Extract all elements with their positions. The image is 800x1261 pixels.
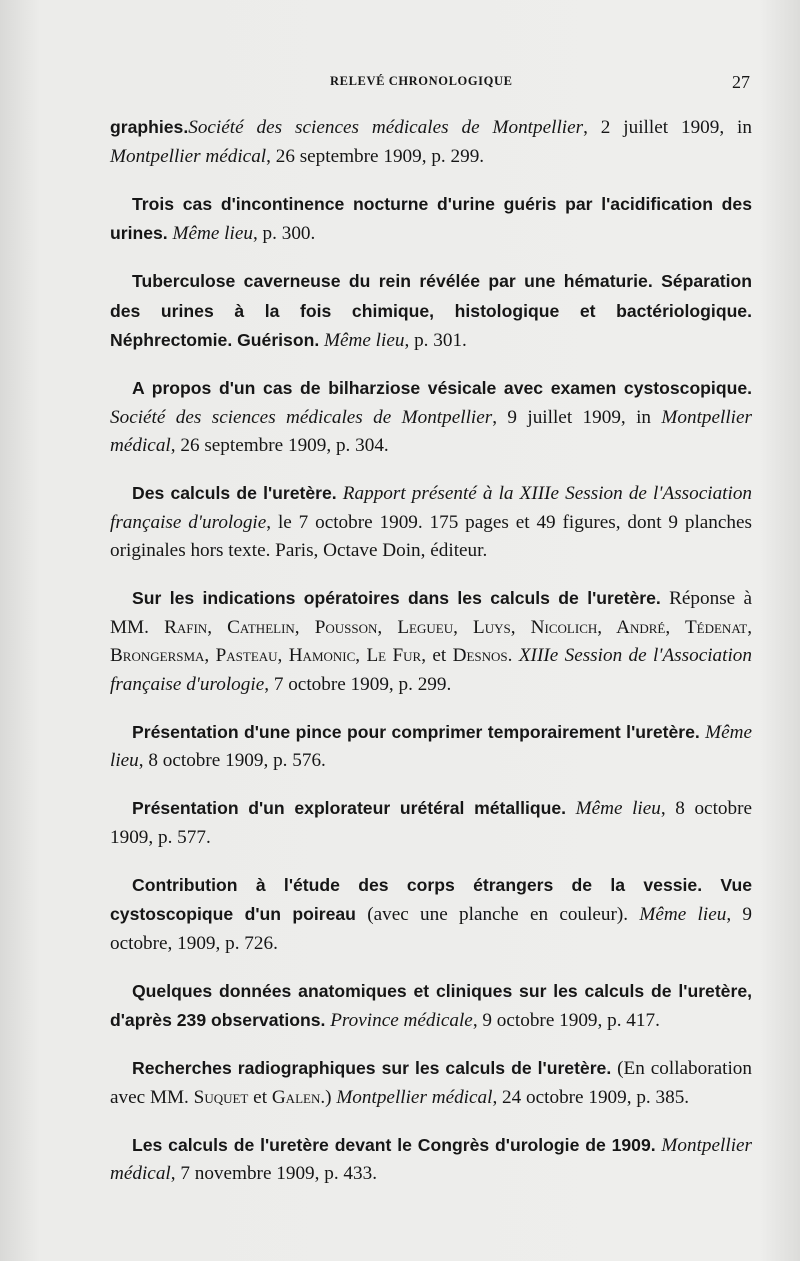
entry-source: Montpellier médical <box>110 1134 753 1184</box>
bibliography-entry <box>110 113 752 171</box>
entry-source: Montpellier médical <box>336 1086 493 1108</box>
entry-text: , p. 301. <box>404 330 467 351</box>
bibliography-entry <box>110 794 752 852</box>
entry-source: Rapport présenté à la XIIIe Session de l'Association française d'urologie <box>110 483 753 533</box>
entry-title: Recherches radiographiques sur les calculs de l'uretère. <box>132 1058 612 1078</box>
running-head: RELEVÉ CHRONOLOGIQUE <box>330 74 513 88</box>
entry-title: A propos d'un cas de bilharziose vésicale avec examen cystoscopique. <box>132 378 752 398</box>
bibliography-entry <box>110 718 752 776</box>
entry-text: (avec une planche en couleur). <box>355 904 640 925</box>
entry-source: XIIIe Session de l'Association française d'urologie <box>110 645 752 695</box>
entry-names: Desnos. <box>452 645 513 666</box>
entry-source: Même lieu <box>172 223 253 244</box>
entry-text: , 8 octobre 1909, p. 576. <box>138 750 326 771</box>
bibliography-entry <box>110 1131 752 1189</box>
entry-title: Contribution à l'étude des corps étrangers de la vessie. Vue cystoscopique d'un poireau <box>110 874 752 924</box>
entry-text: , 26 septembre 1909, p. 299. <box>266 145 485 167</box>
entry-title: Trois cas d'incontinence nocturne d'urine guéris par l'acidification des urines. <box>110 193 752 243</box>
entry-title: Les calculs de l'uretère devant le Congrès d'urologie de 1909. <box>132 1134 656 1155</box>
bibliography-entry <box>110 584 752 699</box>
bibliography-entry <box>110 479 752 566</box>
entry-text: (En collaboration avec MM. <box>110 1058 752 1108</box>
entry-source: Même lieu <box>324 330 405 351</box>
entry-text: et <box>248 1086 272 1108</box>
entry-text: , 7 novembre 1909, p. 433. <box>170 1163 377 1184</box>
entry-names: Rafin, Cathelin, Pousson, Legueu, Luys, Nicolich, André, Tédenat, Brongersma, Pasteau, Hamonic, Le Fur, <box>110 616 753 666</box>
entry-text: ) <box>325 1086 337 1108</box>
bibliography-entry <box>110 977 752 1036</box>
entry-text <box>566 798 576 819</box>
entry-source: Même lieu <box>575 798 661 819</box>
entry-title: Quelques données anatomiques et cliniques sur les calculs de l'uretère, d'après 239 observations. <box>110 980 752 1030</box>
bibliography-entry <box>110 871 752 959</box>
entry-text: , 9 octobre 1909, p. 417. <box>472 1010 660 1031</box>
entry-text: , p. 300. <box>252 223 316 244</box>
entry-source: Montpellier médical <box>110 145 267 167</box>
entry-title: graphies. <box>110 117 189 137</box>
bibliography-entry <box>110 190 752 249</box>
entry-names: Galen. <box>271 1086 326 1108</box>
bibliography-entry <box>110 1054 752 1112</box>
entry-text: , 2 juillet 1909, in <box>583 117 752 138</box>
page-header <box>110 70 750 94</box>
entry-text: , 9 octobre, 1909, p. 726. <box>110 904 753 954</box>
bibliography-entry <box>110 267 752 356</box>
entry-text: Réponse à MM. <box>110 588 752 638</box>
entry-title: Des calculs de l'uretère. <box>132 483 337 503</box>
page-number: 27 <box>732 72 750 92</box>
entry-source: Même lieu <box>110 721 752 771</box>
entry-source: Société des sciences médicales de Montpellier <box>188 117 584 138</box>
entry-title: Tuberculose caverneuse du rein révélée par une hématurie. Séparation des urines à la fois chimique, histologique et bactériologique. Néphrectomie. Guérison. <box>110 271 752 350</box>
entry-text: , 24 octobre 1909, p. 385. <box>492 1086 690 1108</box>
entry-source: Société des sciences médicales de Montpellier <box>110 406 493 428</box>
entry-names: Suquet <box>193 1086 249 1108</box>
entry-text: , 7 octobre 1909, p. 299. <box>264 673 452 695</box>
entry-text: , 26 septembre 1909, p. 304. <box>170 435 389 456</box>
bibliography-list <box>110 113 752 1207</box>
entry-title: Présentation d'une pince pour comprimer temporairement l'uretère. <box>132 721 700 742</box>
entry-text: , 9 juillet 1909, in <box>492 406 662 428</box>
bibliography-entry <box>110 374 752 461</box>
entry-source: Montpellier médical <box>110 406 752 456</box>
entry-text: et <box>426 645 453 666</box>
entry-source: Province médicale <box>330 1010 473 1031</box>
entry-text: , 8 octobre 1909, p. 577. <box>110 798 752 848</box>
entry-source: Même lieu <box>639 904 727 925</box>
entry-title: Sur les indications opératoires dans les calculs de l'uretère. <box>132 588 661 608</box>
entry-title: Présentation d'un explorateur urétéral métallique. <box>132 798 567 818</box>
entry-text: , le 7 octobre 1909. 175 pages et 49 figures, dont 9 planches originales hors texte. Paris, Octave Doin, éditeur. <box>110 511 752 561</box>
